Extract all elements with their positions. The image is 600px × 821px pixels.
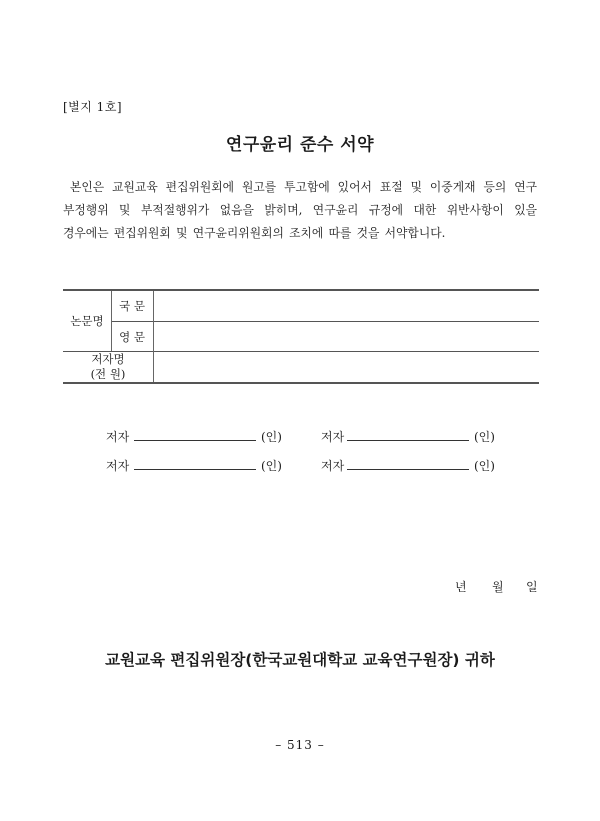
signature-line[interactable] xyxy=(134,457,256,470)
date-year: 년 xyxy=(455,580,467,594)
page-number: – 513 – xyxy=(275,738,325,752)
author-label: 저자 xyxy=(321,430,345,444)
authors-label-line1: 저자명 xyxy=(91,352,125,366)
pledge-text xyxy=(63,176,537,245)
table-bottom-border xyxy=(63,382,539,384)
date-day: 일 xyxy=(526,580,538,594)
pledge-line-2: 부정행위 및 부적절행위가 없음을 밝히며, 연구윤리 규정에 대한 위반사항이 있을 xyxy=(63,203,537,217)
paper-title-label: 논문명 xyxy=(70,314,104,328)
seal-label: (인) xyxy=(261,459,282,473)
annex-label: [별지 1호] xyxy=(63,100,123,114)
korean-title-label: 국 문 xyxy=(119,299,145,313)
signature-line[interactable] xyxy=(347,457,469,470)
author-label: 저자 xyxy=(106,459,130,473)
seal-label: (인) xyxy=(474,459,495,473)
addressee: 교원교육 편집위원장(한국교원대학교 교육연구원장) 귀하 xyxy=(105,651,495,669)
english-title-label: 영 문 xyxy=(119,330,145,344)
authors-label-line2: (전 원) xyxy=(90,367,126,381)
table-top-border xyxy=(63,289,539,291)
signature-row-1 xyxy=(0,428,600,448)
table-divider-korean-english xyxy=(111,321,539,322)
pledge-line-1: 본인은 교원교육 편집위원회에 원고를 투고함에 있어서 표절 및 이중게재 등의 연구 xyxy=(70,180,537,194)
signature-line[interactable] xyxy=(134,428,256,441)
author-label: 저자 xyxy=(106,430,130,444)
author-label: 저자 xyxy=(321,459,345,473)
date-month: 월 xyxy=(492,580,504,594)
form-title: 연구윤리 준수 서약 xyxy=(225,135,375,155)
seal-label: (인) xyxy=(261,430,282,444)
signature-row-2 xyxy=(0,457,600,477)
seal-label: (인) xyxy=(474,430,495,444)
signature-line[interactable] xyxy=(347,428,469,441)
table-vline-2 xyxy=(153,291,154,382)
pledge-line-3: 경우에는 편집위원회 및 연구윤리위원회의 조치에 따를 것을 서약합니다. xyxy=(63,226,446,240)
authors-label xyxy=(63,352,153,382)
paper-info-table xyxy=(63,289,539,384)
